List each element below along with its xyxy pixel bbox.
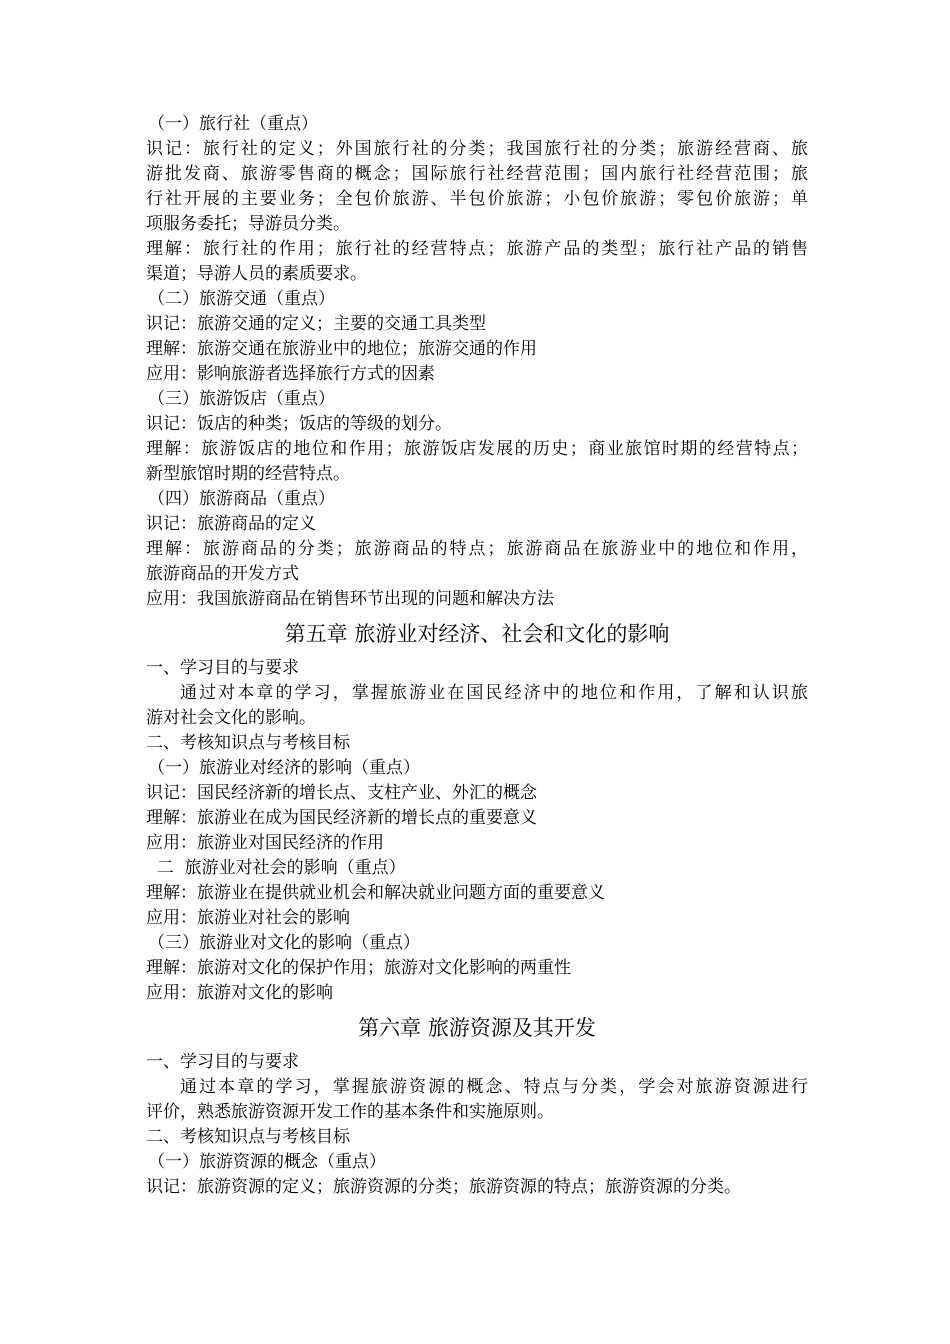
subsection-heading: 二、考核知识点与考核目标 [146,1127,350,1147]
understand-text: 旅游商品的开发方式 [146,564,299,584]
understand-text: 理解：旅游饭店的地位和作用；旅游饭店发展的历史；商业旅馆时期的经营特点； [146,439,808,459]
subsection-heading: 二、考核知识点与考核目标 [146,733,350,753]
recall-text: 识记：旅游商品的定义 [146,514,316,534]
paragraph-text: 游对社会文化的影响。 [146,708,316,728]
paragraph-text: 通过本章的学习，掌握旅游资源的概念、特点与分类，学会对旅游资源进行 [180,1077,808,1097]
recall-text: 识记：饭店的种类；饭店的等级的划分。 [146,414,452,434]
understand-text: 理解：旅行社的作用；旅行社的经营特点；旅游产品的类型；旅行社产品的销售 [146,239,808,259]
apply-text: 应用：旅游对文化的影响 [146,983,333,1003]
understand-text: 渠道；导游人员的素质要求。 [146,264,367,284]
understand-text: 理解：旅游交通在旅游业中的地位；旅游交通的作用 [146,339,537,359]
section-heading: 二 旅游业对社会的影响（重点） [146,858,406,878]
apply-text: 应用：旅游业对国民经济的作用 [146,833,384,853]
understand-text: 理解：旅游业在提供就业机会和解决就业问题方面的重要意义 [146,883,605,903]
section-heading: （二）旅游交通（重点） [148,289,335,309]
understand-text: 新型旅馆时期的经营特点。 [146,464,350,484]
section-heading: （一）旅行社（重点） [148,114,318,134]
recall-text: 行社开展的主要业务；全包价旅游、半包价旅游；小包价旅游；零包价旅游；单 [146,189,808,209]
recall-text: 识记：旅行社的定义；外国旅行社的分类；我国旅行社的分类；旅游经营商、旅 [146,139,808,159]
section-heading: （一）旅游资源的概念（重点） [148,1152,386,1172]
section-heading: （一）旅游业对经济的影响（重点） [148,758,420,778]
understand-text: 理解：旅游商品的分类；旅游商品的特点；旅游商品在旅游业中的地位和作用， [146,539,808,559]
recall-text: 游批发商、旅游零售商的概念；国际旅行社经营范围；国内旅行社经营范围；旅 [146,164,808,184]
chapter-title: 第五章 旅游业对经济、社会和文化的影响 [284,622,670,646]
recall-text: 识记：国民经济新的增长点、支柱产业、外汇的概念 [146,783,537,803]
section-heading: （四）旅游商品（重点） [148,489,335,509]
subsection-heading: 一、学习目的与要求 [146,1052,299,1072]
section-heading: （三）旅游业对文化的影响（重点） [148,933,420,953]
apply-text: 应用：影响旅游者选择旅行方式的因素 [146,364,435,384]
paragraph-text: 评价，熟悉旅游资源开发工作的基本条件和实施原则。 [146,1102,554,1122]
apply-text: 应用：我国旅游商品在销售环节出现的问题和解决方法 [146,589,554,609]
chapter-title: 第六章 旅游资源及其开发 [358,1016,596,1040]
recall-text: 识记：旅游交通的定义；主要的交通工具类型 [146,314,486,334]
paragraph-text: 通过对本章的学习，掌握旅游业在国民经济中的地位和作用，了解和认识旅 [180,683,808,703]
understand-text: 理解：旅游业在成为国民经济新的增长点的重要意义 [146,808,537,828]
section-heading: （三）旅游饭店（重点） [148,389,335,409]
subsection-heading: 一、学习目的与要求 [146,658,299,678]
understand-text: 理解：旅游对文化的保护作用；旅游对文化影响的两重性 [146,958,571,978]
recall-text: 项服务委托；导游员分类。 [146,214,350,234]
apply-text: 应用：旅游业对社会的影响 [146,908,350,928]
document-page [146,112,808,1200]
recall-text: 识记：旅游资源的定义；旅游资源的分类；旅游资源的特点；旅游资源的分类。 [146,1177,741,1197]
